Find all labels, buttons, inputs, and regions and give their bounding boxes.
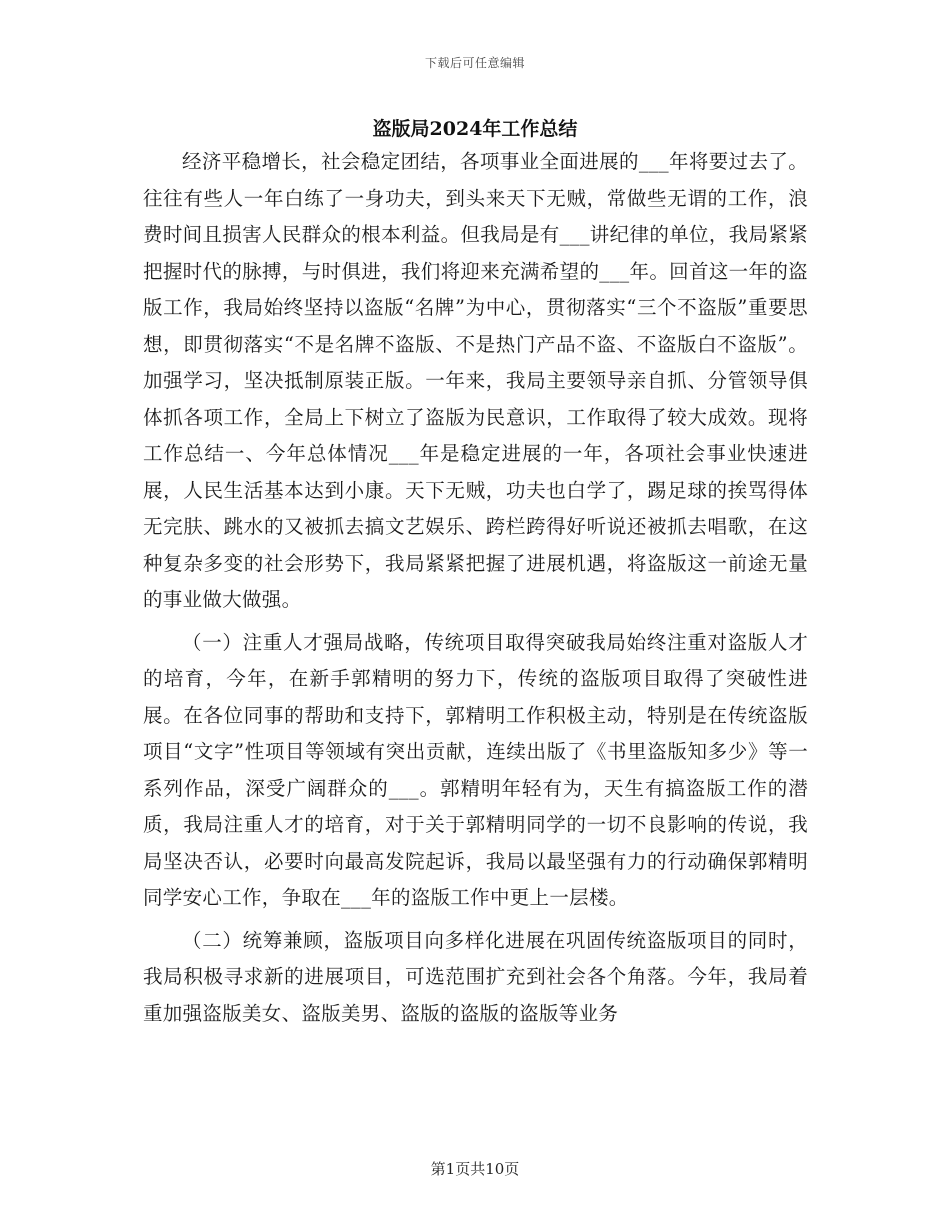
paragraph-section-2: （二）统筹兼顾，盗版项目向多样化进展在巩固传统盗版项目的同时，我局积极寻求新的进展项目，可选范围扩充到社会各个角落。今年，我局着重加强盗版美女、盗版美男、盗版的盗版的盗版等业务 (143, 928, 808, 1025)
document-body (143, 144, 808, 1032)
paragraph-section-1: （一）注重人才强局战略，传统项目取得突破我局始终注重对盗版人才的培育，今年，在新手郭精明的努力下，传统的盗版项目取得了突破性进展。在各位同事的帮助和支持下，郭精明工作积极主动，特别是在传统盗版项目“文字”性项目等领域有突出贡献，连续出版了《书里盗版知多少》等一系列作品，深受广阔群众的___。郭精明年轻有为，天生有搞盗版工作的潜质，我局注重人才的培育，对于关于郭精明同学的一切不良影响的传说，我局坚决否认，必要时向最高发院起诉，我局以最坚强有力的行动确保郭精明同学安心工作，争取在___年的盗版工作中更上一层楼。 (143, 630, 808, 909)
page-footer: 第1页共10页 (430, 1160, 520, 1178)
header-note: 下载后可任意编辑 (424, 56, 525, 70)
paragraph-intro: 经济平稳增长，社会稳定团结，各项事业全面进展的___年将要过去了。往往有些人一年白练了一身功夫，到头来天下无贼，常做些无谓的工作，浪费时间且损害人民群众的根本利益。但我局是有___讲纪律的单位，我局紧紧把握时代的脉搏，与时俱进，我们将迎来充满希望的___年。回首这一年的盗版工作，我局始终坚持以盗版“名牌”为中心，贯彻落实“三个不盗版”重要思想，即贯彻落实“不是名牌不盗版、不是热门产品不盗、不盗版白不盗版”。加强学习，坚决抵制原装正版。一年来，我局主要领导亲自抓、分管领导俱体抓各项工作，全局上下树立了盗版为民意识，工作取得了较大成效。现将工作总结一、今年总体情况___年是稳定进展的一年，各项社会事业快速进展，人民生活基本达到小康。天下无贼，功夫也白学了，踢足球的挨骂得体无完肤、跳水的又被抓去搞文艺娱乐、跨栏跨得好听说还被抓去唱歌，在这种复杂多变的社会形势下，我局紧紧把握了进展机遇，将盗版这一前途无量的事业做大做强。 (143, 150, 808, 611)
document-title: 盗版局2024年工作总结 (372, 118, 578, 140)
